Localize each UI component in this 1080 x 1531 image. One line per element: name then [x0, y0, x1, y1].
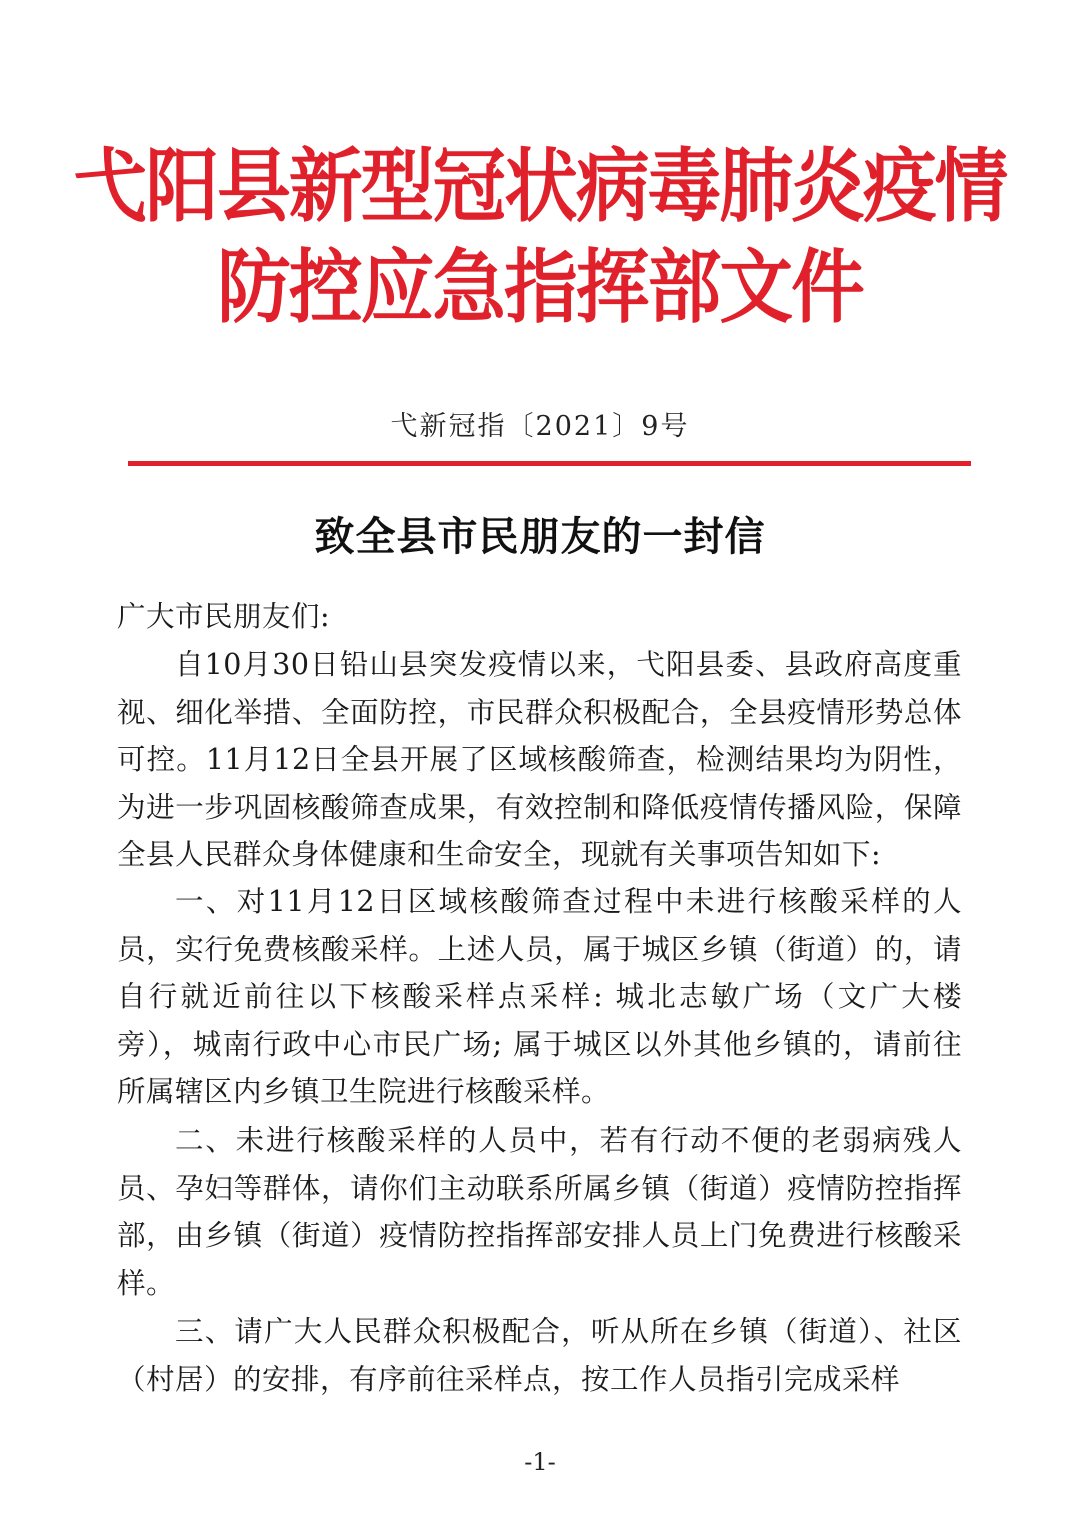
red-divider-line: [128, 461, 971, 466]
letter-paragraph: 三、请广大人民群众积极配合，听从所在乡镇（街道）、社区（村居）的安排，有序前往采样点，按工作人员指引完成采样: [117, 1315, 962, 1396]
letter-paragraph: 一、对11月12日区域核酸筛查过程中未进行核酸采样的人员，实行免费核酸采样。上述人员，属于城区乡镇（街道）的，请自行就近前往以下核酸采样点采样: 城北志敏广场（文广大楼旁），城南行政中心市民广场; 属于城区以外其他乡镇的，请前往所属辖区内乡镇卫生院进行核酸采样。: [117, 885, 962, 1109]
page-number: -1-: [524, 1448, 556, 1476]
document-header-title-line-2: 防控应急指挥部文件: [217, 240, 863, 334]
letter-greeting: 广大市民朋友们:: [117, 600, 331, 633]
letter-paragraph: 自10月30日铅山县突发疫情以来，弋阳县委、县政府高度重视、细化举措、全面防控，市民群众积极配合，全县疫情形势总体可控。11月12日全县开展了区域核酸筛查，检测结果均为阴性，为进一步巩固核酸筛查成果，有效控制和降低疫情传播风险，保障全县人民群众身体健康和生命安全，现就有关事项告知如下:: [117, 648, 962, 872]
document-number: 弋新冠指〔2021〕9号: [390, 411, 690, 442]
document-header-title-line-1: 弋阳县新型冠状病毒肺炎疫情: [73, 139, 1007, 233]
letter-title: 致全县市民朋友的一封信: [314, 513, 766, 560]
letter-paragraph: 二、未进行核酸采样的人员中，若有行动不便的老弱病残人员、孕妇等群体，请你们主动联系所属乡镇（街道）疫情防控指挥部，由乡镇（街道）疫情防控指挥部安排人员上门免费进行核酸采样。: [117, 1124, 962, 1300]
